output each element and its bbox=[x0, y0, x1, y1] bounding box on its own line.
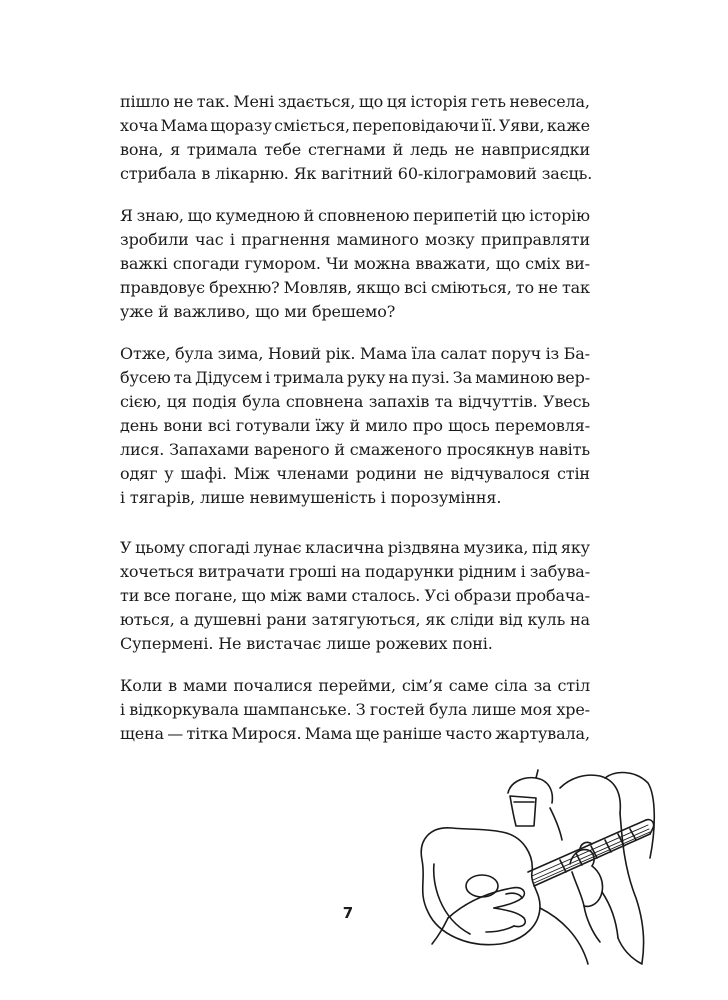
word: — bbox=[167, 724, 184, 743]
word: невесела, bbox=[509, 92, 590, 111]
text-line bbox=[120, 138, 590, 162]
word: знаю, bbox=[136, 206, 184, 225]
word: бусею bbox=[120, 368, 171, 387]
word: її. bbox=[481, 116, 497, 135]
word: раніше bbox=[382, 724, 442, 743]
word: всі bbox=[207, 416, 231, 435]
word: у bbox=[164, 464, 174, 483]
word: витрачати bbox=[198, 562, 285, 581]
word: вами bbox=[306, 586, 348, 605]
word: під bbox=[532, 538, 558, 557]
word: ються, bbox=[120, 610, 175, 629]
word: Чи bbox=[325, 254, 349, 273]
word: брехню? bbox=[209, 278, 280, 297]
word: готували bbox=[235, 416, 311, 435]
word: сміх bbox=[525, 254, 561, 273]
word: про bbox=[412, 416, 443, 435]
word: гроші bbox=[289, 562, 337, 581]
word: Між bbox=[233, 464, 270, 483]
word: класична bbox=[305, 538, 385, 557]
word: руку bbox=[346, 368, 386, 387]
word: сміється, bbox=[274, 116, 350, 135]
word: кумедною bbox=[215, 206, 300, 225]
text-line: стрибала в лікарню. Як вагітний 60-кілограмовий заєць. bbox=[120, 164, 593, 183]
text-line bbox=[120, 276, 590, 300]
word: вони bbox=[163, 416, 203, 435]
text-line bbox=[120, 204, 590, 228]
word: та bbox=[173, 368, 192, 387]
text-line bbox=[120, 414, 590, 438]
word: салат bbox=[440, 344, 487, 363]
word: сміються, bbox=[430, 278, 512, 297]
word: я bbox=[170, 140, 181, 159]
word: відчувалося bbox=[450, 464, 551, 483]
word: маминою bbox=[475, 368, 554, 387]
word: гостей bbox=[369, 700, 425, 719]
paragraph bbox=[120, 90, 593, 186]
word: історія bbox=[410, 92, 468, 111]
word: пішло bbox=[120, 92, 170, 111]
word: геть bbox=[470, 92, 506, 111]
word: Уяви, bbox=[498, 116, 545, 135]
text-line bbox=[120, 390, 590, 414]
word: всі bbox=[404, 278, 427, 297]
word: й bbox=[303, 206, 315, 225]
word: що bbox=[358, 92, 384, 111]
word: стін bbox=[556, 464, 590, 483]
word: Коли bbox=[120, 676, 163, 695]
word: стіл bbox=[557, 676, 590, 695]
word: хре- bbox=[556, 700, 590, 719]
word: сталось. bbox=[351, 586, 421, 605]
word: мами bbox=[182, 676, 228, 695]
word: перемовля- bbox=[494, 416, 590, 435]
word: ця bbox=[166, 392, 187, 411]
word: щоразу bbox=[210, 116, 272, 135]
word: смаженого bbox=[349, 440, 442, 459]
word: запахів bbox=[368, 392, 430, 411]
word: моя bbox=[520, 700, 553, 719]
word: що bbox=[241, 586, 266, 605]
word: якщо bbox=[356, 278, 401, 297]
word: не bbox=[173, 92, 194, 111]
word: та bbox=[434, 392, 453, 411]
text-line bbox=[120, 342, 590, 366]
word: від bbox=[499, 610, 523, 629]
word: все bbox=[143, 586, 171, 605]
text-line bbox=[120, 698, 590, 722]
word: вер- bbox=[556, 368, 590, 387]
word: жартувала, bbox=[495, 724, 590, 743]
word: забува- bbox=[529, 562, 590, 581]
word: часто bbox=[445, 724, 492, 743]
word: музика, bbox=[463, 538, 529, 557]
word: гумором. bbox=[244, 254, 321, 273]
word: а bbox=[179, 610, 190, 629]
word: родини bbox=[355, 464, 417, 483]
word: вважати, bbox=[415, 254, 491, 273]
word: навіть bbox=[538, 440, 590, 459]
word: У bbox=[120, 538, 132, 557]
word: й bbox=[349, 416, 361, 435]
word: й bbox=[334, 440, 345, 459]
word: між bbox=[270, 586, 302, 605]
word: З bbox=[355, 700, 366, 719]
word: Мовляв, bbox=[283, 278, 352, 297]
word: вона, bbox=[120, 140, 164, 159]
paragraph bbox=[120, 674, 590, 746]
word: пробача- bbox=[515, 586, 590, 605]
text-line bbox=[120, 608, 590, 632]
word: куль bbox=[527, 610, 566, 629]
word: Усі bbox=[424, 586, 450, 605]
word: можна bbox=[353, 254, 411, 273]
word: Мама bbox=[160, 116, 208, 135]
word: спогаді bbox=[188, 538, 250, 557]
word: рани bbox=[266, 610, 307, 629]
word: одяг bbox=[120, 464, 158, 483]
text-line bbox=[120, 674, 590, 698]
word: пузі. bbox=[411, 368, 450, 387]
word: каже bbox=[546, 116, 590, 135]
text-line bbox=[120, 536, 590, 560]
word: на bbox=[570, 610, 590, 629]
word: Мирося. bbox=[231, 724, 302, 743]
word: тримала bbox=[273, 368, 344, 387]
word: була bbox=[242, 392, 281, 411]
word: що bbox=[187, 206, 212, 225]
word: не bbox=[423, 464, 444, 483]
word: Отже, bbox=[120, 344, 171, 363]
word: тітка bbox=[186, 724, 229, 743]
word: навприсядки bbox=[481, 140, 590, 159]
word: і bbox=[265, 368, 271, 387]
word: лися. bbox=[120, 440, 165, 459]
word: із bbox=[545, 344, 560, 363]
word: Мама bbox=[304, 724, 353, 743]
word: і bbox=[229, 230, 235, 249]
text-line bbox=[120, 252, 590, 276]
word: історію bbox=[529, 206, 590, 225]
word: погане, bbox=[174, 586, 238, 605]
word: стегнами bbox=[307, 140, 386, 159]
word: хочеться bbox=[120, 562, 195, 581]
word: мозку bbox=[425, 230, 475, 249]
word: шампанське. bbox=[243, 700, 352, 719]
word: подарунки bbox=[364, 562, 455, 581]
text-line: і тягарів, лише невимушеність і порозуміння. bbox=[120, 488, 502, 507]
word: сіла bbox=[494, 676, 528, 695]
word: Дідусем bbox=[194, 368, 263, 387]
word: мило bbox=[365, 416, 408, 435]
word: на bbox=[388, 368, 409, 387]
word: образи bbox=[454, 586, 512, 605]
word: щена bbox=[120, 724, 164, 743]
word: ця bbox=[386, 92, 407, 111]
word: не bbox=[454, 140, 475, 159]
word: зробили bbox=[120, 230, 189, 249]
word: приправляти bbox=[480, 230, 590, 249]
word: Мама bbox=[359, 344, 408, 363]
word: різдвяна bbox=[387, 538, 460, 557]
word: час bbox=[194, 230, 224, 249]
word: була bbox=[174, 344, 214, 363]
word: за bbox=[533, 676, 552, 695]
word: щось bbox=[448, 416, 490, 435]
word: яку bbox=[560, 538, 590, 557]
word: перейми, bbox=[318, 676, 396, 695]
word: ви- bbox=[565, 254, 590, 273]
word: на bbox=[340, 562, 361, 581]
word: рік. bbox=[325, 344, 356, 363]
word: Я bbox=[120, 206, 133, 225]
word: їла bbox=[411, 344, 437, 363]
word: просякнув bbox=[446, 440, 535, 459]
word: їжу bbox=[315, 416, 345, 435]
word: подія bbox=[192, 392, 237, 411]
word: рідним bbox=[458, 562, 517, 581]
text-line bbox=[120, 366, 590, 390]
word: затягуються, bbox=[311, 610, 421, 629]
text-line bbox=[120, 228, 590, 252]
page-number: 7 bbox=[342, 904, 354, 922]
word: спогади bbox=[172, 254, 240, 273]
word: так. bbox=[196, 92, 230, 111]
word: сліди bbox=[450, 610, 495, 629]
word: відкоркувала bbox=[129, 700, 239, 719]
word: маминого bbox=[336, 230, 419, 249]
paragraph bbox=[120, 204, 590, 324]
word: хоча bbox=[120, 116, 159, 135]
word: цю bbox=[501, 206, 526, 225]
word: правдовує bbox=[120, 278, 205, 297]
text-line bbox=[120, 90, 590, 114]
word: Увесь bbox=[543, 392, 590, 411]
word: важкі bbox=[120, 254, 168, 273]
paragraph bbox=[120, 536, 590, 656]
word: що bbox=[495, 254, 520, 273]
word: так bbox=[561, 278, 590, 297]
guitar-player-sketch-icon bbox=[410, 768, 660, 968]
word: вареного bbox=[254, 440, 330, 459]
word: прагнення bbox=[241, 230, 331, 249]
word: і bbox=[520, 562, 526, 581]
word: членами bbox=[276, 464, 349, 483]
text-line: Супермені. Не вистачає лише рожевих поні. bbox=[120, 634, 493, 653]
word: зима, bbox=[217, 344, 264, 363]
word: сією, bbox=[120, 392, 162, 411]
word: почалися bbox=[233, 676, 313, 695]
word: ти bbox=[120, 586, 140, 605]
word: в bbox=[168, 676, 178, 695]
word: тримала bbox=[186, 140, 258, 159]
word: ледь bbox=[410, 140, 448, 159]
word: Ба- bbox=[563, 344, 590, 363]
word: За bbox=[452, 368, 472, 387]
word: і bbox=[120, 700, 125, 719]
word: й bbox=[392, 140, 404, 159]
word: як bbox=[425, 610, 446, 629]
word: душевні bbox=[193, 610, 262, 629]
word: тебе bbox=[264, 140, 302, 159]
word: саме bbox=[448, 676, 489, 695]
word: здається, bbox=[277, 92, 356, 111]
text-line bbox=[120, 722, 590, 746]
word: відчуттів. bbox=[458, 392, 538, 411]
word: то bbox=[515, 278, 534, 297]
paragraph bbox=[120, 342, 590, 510]
word: сповнена bbox=[285, 392, 364, 411]
word: переповідаючи bbox=[352, 116, 480, 135]
word: сповненою bbox=[318, 206, 410, 225]
word: ще bbox=[355, 724, 380, 743]
word: Запахами bbox=[169, 440, 250, 459]
word: Новий bbox=[267, 344, 322, 363]
word: Мені bbox=[233, 92, 275, 111]
text-line bbox=[120, 462, 590, 486]
text-line bbox=[120, 438, 590, 462]
word: була bbox=[429, 700, 468, 719]
word: лунає bbox=[253, 538, 302, 557]
word: не bbox=[538, 278, 558, 297]
word: поруч bbox=[491, 344, 542, 363]
word: день bbox=[120, 416, 159, 435]
text-line: уже й важливо, що ми брешемо? bbox=[120, 302, 396, 321]
word: перипетій bbox=[413, 206, 498, 225]
word: сім’я bbox=[401, 676, 443, 695]
word: цьому bbox=[135, 538, 185, 557]
text-line bbox=[120, 560, 590, 584]
word: лише bbox=[471, 700, 517, 719]
word: шафі. bbox=[180, 464, 227, 483]
text-line bbox=[120, 114, 590, 138]
text-line bbox=[120, 584, 590, 608]
